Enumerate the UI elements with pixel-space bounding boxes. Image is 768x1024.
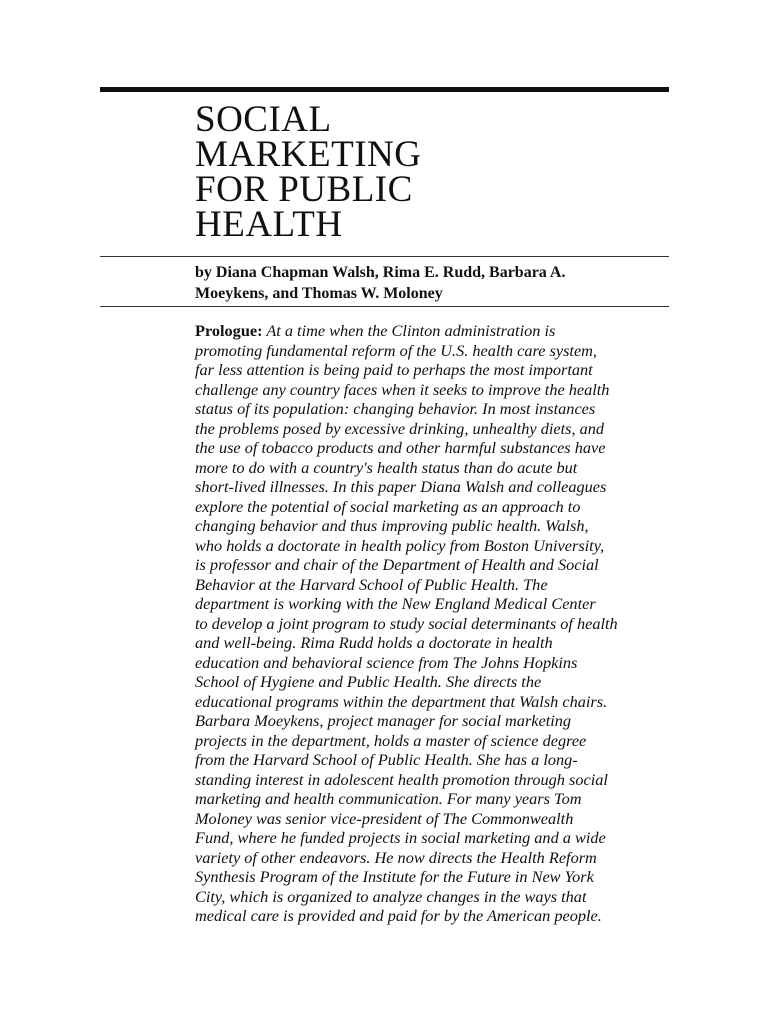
prologue-line [195, 321, 670, 341]
prologue-line: is professor and chair of the Department of Health and Social [195, 555, 599, 574]
prologue-line: Behavior at the Harvard School of Public Health. The [195, 574, 548, 594]
prologue-first-line: At a time when the Clinton administration is [266, 321, 556, 340]
prologue-line: far less attention is being paid to perhaps the most important [195, 360, 593, 379]
prologue-line: Barbara Moeykens, project manager for social marketing [195, 711, 572, 730]
byline-top-rule [100, 256, 669, 257]
prologue-line: School of Hygiene and Public Health. She directs the [195, 672, 542, 691]
prologue-line: educational programs within the department that Walsh chairs. [195, 691, 608, 711]
prologue-line: City, which is organized to analyze changes in the ways that [195, 886, 587, 906]
prologue-line: medical care is provided and paid for by the American people. [195, 906, 602, 925]
prologue-line: Synthesis Program of the Institute for the Future in New York [195, 867, 594, 886]
prologue-line: projects in the department, holds a master of science degree [195, 730, 587, 750]
prologue-line: challenge any country faces when it seeks to improve the health [195, 379, 610, 399]
prologue-line: short-lived illnesses. In this paper Diana Walsh and colleagues [195, 477, 607, 496]
prologue-line: from the Harvard School of Public Health. She has a long- [195, 750, 578, 769]
prologue-line: the use of tobacco products and other harmful substances have [195, 438, 606, 457]
prologue-label: Prologue: [195, 321, 263, 340]
prologue-line: Fund, where he funded projects in social marketing and a wide [195, 828, 606, 847]
title-line: MARKETING [195, 134, 422, 175]
prologue-line: more to do with a country's health status than do acute but [195, 457, 578, 477]
title-line: HEALTH [195, 204, 343, 245]
byline-bottom-rule [100, 306, 669, 307]
prologue-line: changing behavior and thus improving public health. Walsh, [195, 516, 589, 535]
prologue-line: explore the potential of social marketing as an approach to [195, 496, 581, 516]
title-line: SOCIAL [195, 99, 332, 140]
prologue-line: department is working with the New England Medical Center [195, 594, 596, 613]
prologue-line: the problems posed by excessive drinking, unhealthy diets, and [195, 418, 605, 438]
article-title [195, 99, 422, 245]
prologue [195, 321, 670, 926]
prologue-line: status of its population: changing behavior. In most instances [195, 399, 596, 418]
prologue-line: standing interest in adolescent health promotion through social [195, 769, 608, 789]
byline [195, 262, 665, 304]
top-rule [100, 87, 669, 92]
prologue-line: to develop a joint program to study social determinants of health [195, 613, 618, 633]
prologue-line: Moloney was senior vice-president of The Commonwealth [195, 808, 574, 828]
prologue-line: variety of other endeavors. He now directs the Health Reform [195, 847, 597, 867]
prologue-line: marketing and health communication. For many years Tom [195, 789, 582, 808]
byline-line: by Diana Chapman Walsh, Rima E. Rudd, Barbara A. [195, 264, 566, 281]
byline-line: Moeykens, and Thomas W. Moloney [195, 285, 443, 302]
prologue-line: education and behavioral science from The Johns Hopkins [195, 652, 578, 672]
prologue-line: promoting fundamental reform of the U.S. health care system, [195, 340, 598, 360]
title-line: FOR PUBLIC [195, 169, 413, 210]
prologue-line: who holds a doctorate in health policy from Boston University, [195, 535, 605, 555]
prologue-line: and well-being. Rima Rudd holds a doctorate in health [195, 633, 553, 652]
